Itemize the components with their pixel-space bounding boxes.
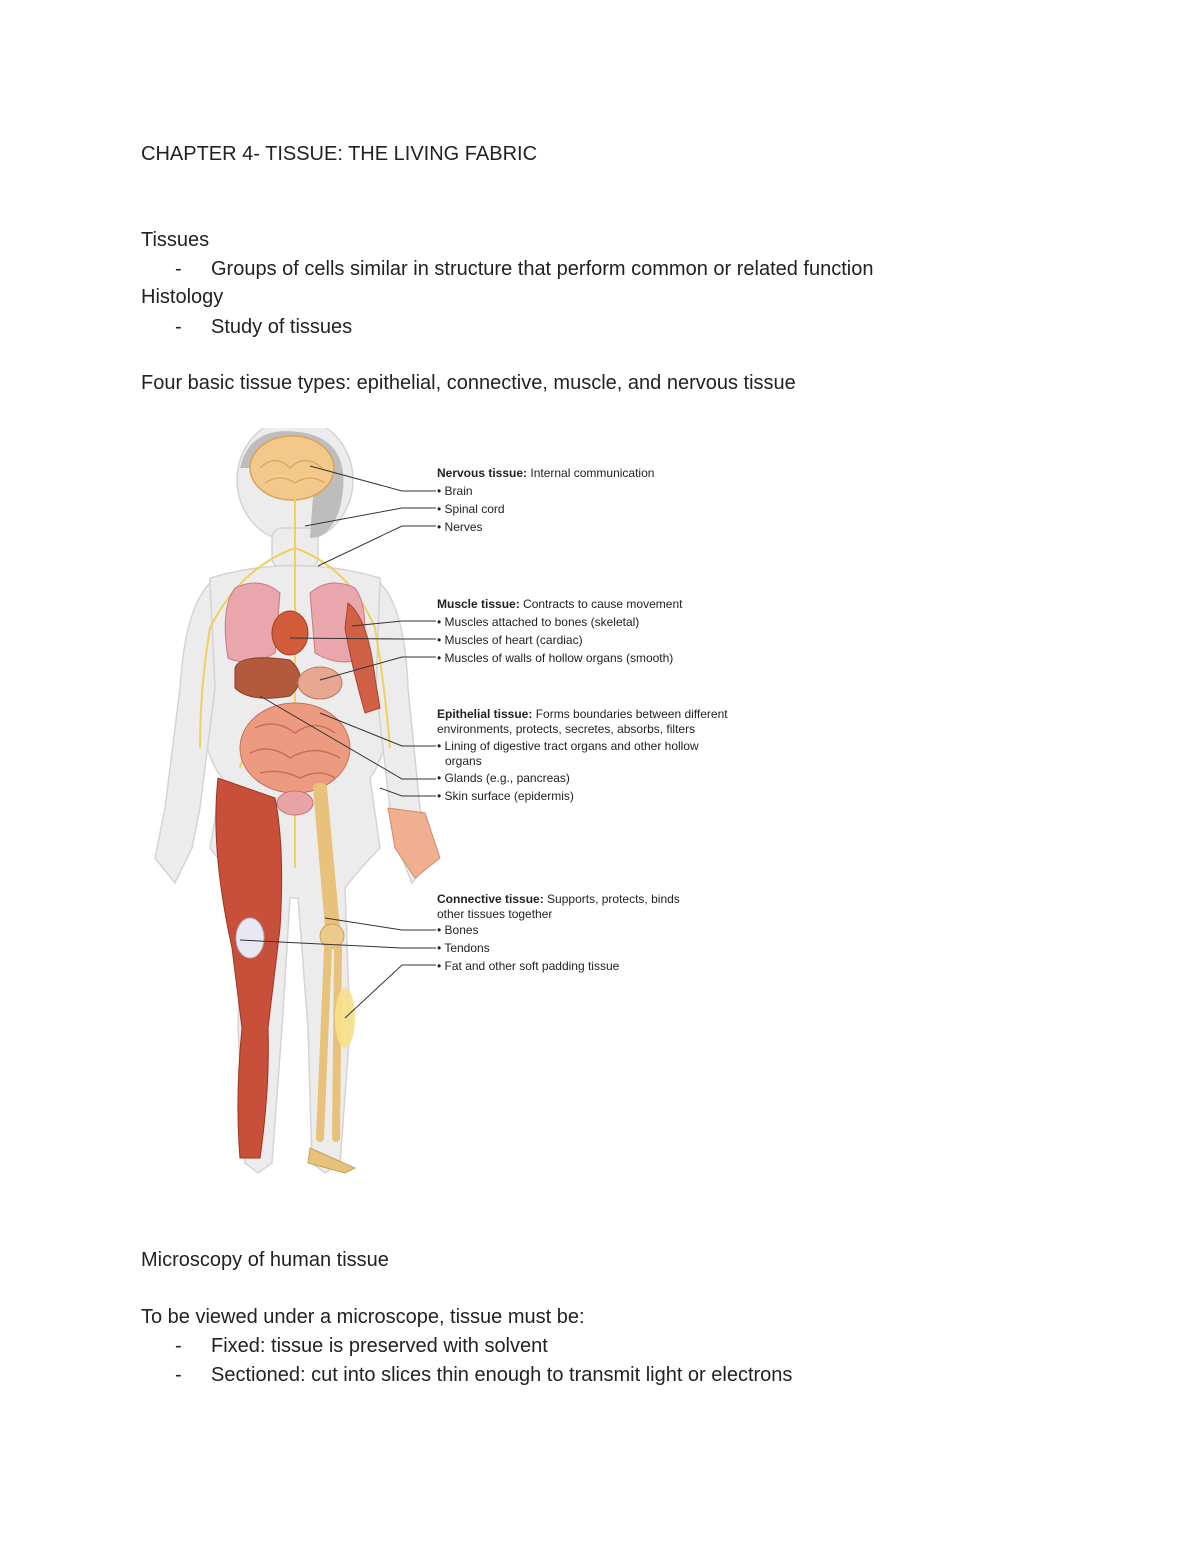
microscopy-intro: To be viewed under a microscope, tissue must be: [141,1306,585,1328]
label-bones: • Bones [437,923,479,937]
list-dash: - [175,258,182,280]
label-tendons: • Tendons [437,941,490,955]
nervous-tissue-label: Nervous tissue: Internal communication [437,466,655,480]
label-digestive-lining-cont: organs [445,754,482,768]
label-glands: • Glands (e.g., pancreas) [437,771,570,785]
label-skin-surface: • Skin surface (epidermis) [437,789,574,803]
label-spinal-cord: • Spinal cord [437,502,505,516]
label-smooth-muscle: • Muscles of walls of hollow organs (smooth) [437,651,674,665]
list-dash: - [175,1364,182,1386]
chapter-title: CHAPTER 4- TISSUE: THE LIVING FABRIC [141,143,538,165]
label-digestive-lining: • Lining of digestive tract organs and other hollow [437,739,699,753]
term-histology: Histology [141,286,224,308]
list-dash: - [175,1335,182,1357]
connective-tissue-label: Connective tissue: Supports, protects, binds [437,892,680,906]
epithelial-tissue-desc: environments, protects, secretes, absorbs, filters [437,722,696,736]
label-skeletal-muscle: • Muscles attached to bones (skeletal) [437,615,640,629]
knee-tendon [236,918,264,958]
term-tissues: Tissues [141,229,210,251]
label-nerves: • Nerves [437,520,483,534]
microscopy-heading: Microscopy of human tissue [141,1249,389,1271]
epithelial-tissue-label: Epithelial tissue: Forms boundaries between different [437,707,728,721]
label-brain: • Brain [437,484,473,498]
body-illustration [140,428,800,1188]
definition-histology: Study of tissues [211,316,353,338]
connective-tissue-desc: other tissues together [437,907,553,921]
lungs [225,583,280,662]
tissue-types-summary: Four basic tissue types: epithelial, connective, muscle, and nervous tissue [141,372,796,394]
muscle-tissue-label: Muscle tissue: Contracts to cause movement [437,597,683,611]
hand-skin [388,808,440,878]
definition-tissues: Groups of cells similar in structure that perform common or related function [211,258,874,280]
tissue-types-figure [140,428,800,1188]
list-item-fixed: Fixed: tissue is preserved with solvent [211,1335,548,1357]
list-dash: - [175,316,182,338]
list-item-sectioned: Sectioned: cut into slices thin enough to transmit light or electrons [211,1364,793,1386]
stomach [298,667,342,699]
bladder [277,791,313,815]
liver [235,658,300,698]
label-fat-padding: • Fat and other soft padding tissue [437,959,620,973]
heart [272,611,308,655]
label-cardiac-muscle: • Muscles of heart (cardiac) [437,633,583,647]
